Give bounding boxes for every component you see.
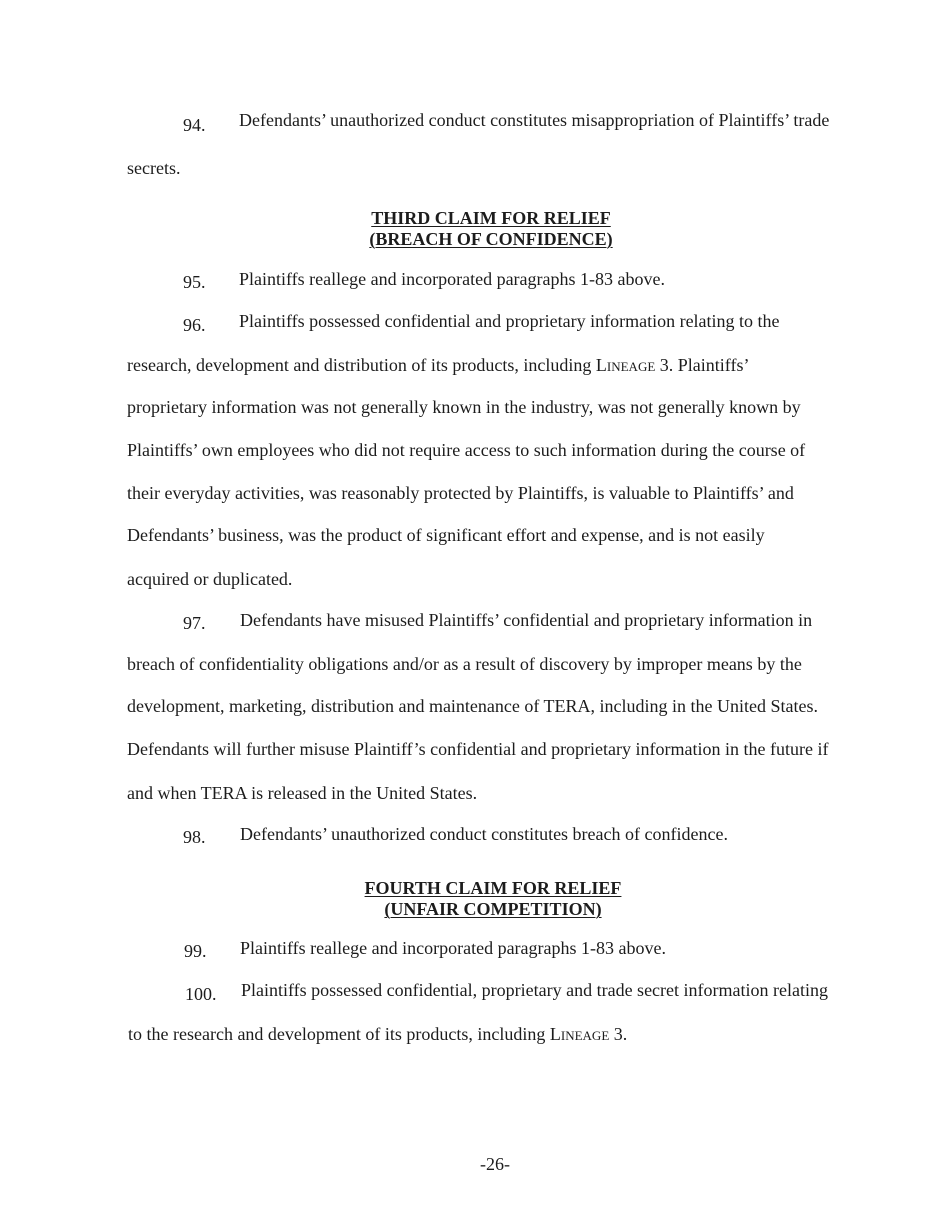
- paragraph-97-line-2: breach of confidentiality obligations and/or as a result of discovery by improper means by the: [127, 654, 802, 674]
- paragraph-100-line-2: [128, 1025, 627, 1043]
- paragraph-96-line-2: [127, 356, 749, 374]
- third-claim-subheading: (BREACH OF CONFIDENCE): [369, 229, 613, 249]
- paragraph-number-99: 99.: [184, 941, 207, 961]
- paragraph-96-line-3: proprietary information was not generally known in the industry, was not generally known by: [127, 397, 801, 417]
- paragraph-96-line-2-tail: 3. Plaintiffs’: [655, 355, 750, 375]
- paragraph-99-line-1: Plaintiffs reallege and incorporated paragraphs 1-83 above.: [240, 938, 667, 958]
- paragraph-94-line-2: secrets.: [127, 158, 181, 178]
- paragraph-96-line-4: Plaintiffs’ own employees who did not require access to such information during the course of: [127, 440, 806, 460]
- paragraph-97-line-4: Defendants will further misuse Plaintiff’s confidential and proprietary information in the future if: [127, 739, 829, 759]
- paragraph-96-line-7: acquired or duplicated.: [127, 569, 293, 589]
- paragraph-100-line-1: Plaintiffs possessed confidential, proprietary and trade secret information relating: [241, 980, 828, 1000]
- paragraph-97-line-3: development, marketing, distribution and maintenance of TERA, including in the United States.: [127, 696, 819, 716]
- paragraph-number-94: 94.: [183, 115, 206, 135]
- paragraph-96-line-2-text: research, development and distribution of its products, including: [127, 355, 596, 375]
- product-name-lineage: Lineage: [595, 355, 656, 375]
- paragraph-97-line-1: Defendants have misused Plaintiffs’ confidential and proprietary information in: [240, 610, 813, 630]
- paragraph-96-line-1: Plaintiffs possessed confidential and proprietary information relating to the: [239, 311, 780, 331]
- paragraph-number-96: 96.: [183, 315, 206, 335]
- paragraph-95-line-1: Plaintiffs reallege and incorporated paragraphs 1-83 above.: [239, 269, 666, 289]
- paragraph-94-line-1: Defendants’ unauthorized conduct constitutes misappropriation of Plaintiffs’ trade: [239, 110, 830, 130]
- paragraph-96-line-6: Defendants’ business, was the product of significant effort and expense, and is not easily: [127, 525, 765, 545]
- third-claim-heading: THIRD CLAIM FOR RELIEF: [371, 208, 611, 228]
- page-number: -26-: [480, 1154, 510, 1174]
- paragraph-97-line-5: and when TERA is released in the United States.: [127, 783, 478, 803]
- paragraph-number-95: 95.: [183, 272, 206, 292]
- paragraph-number-100: 100.: [185, 984, 217, 1004]
- paragraph-98-line-1: Defendants’ unauthorized conduct constitutes breach of confidence.: [240, 824, 728, 844]
- paragraph-100-line-2-text: to the research and development of its products, including: [128, 1024, 550, 1044]
- paragraph-number-97: 97.: [183, 613, 206, 633]
- paragraph-96-line-5: their everyday activities, was reasonably protected by Plaintiffs, is valuable to Plaintiffs’ and: [127, 483, 794, 503]
- paragraph-number-98: 98.: [183, 827, 206, 847]
- fourth-claim-subheading: (UNFAIR COMPETITION): [384, 899, 602, 919]
- paragraph-100-line-2-tail: 3.: [609, 1024, 628, 1044]
- product-name-lineage-2: Lineage: [549, 1024, 610, 1044]
- fourth-claim-heading: FOURTH CLAIM FOR RELIEF: [364, 878, 622, 898]
